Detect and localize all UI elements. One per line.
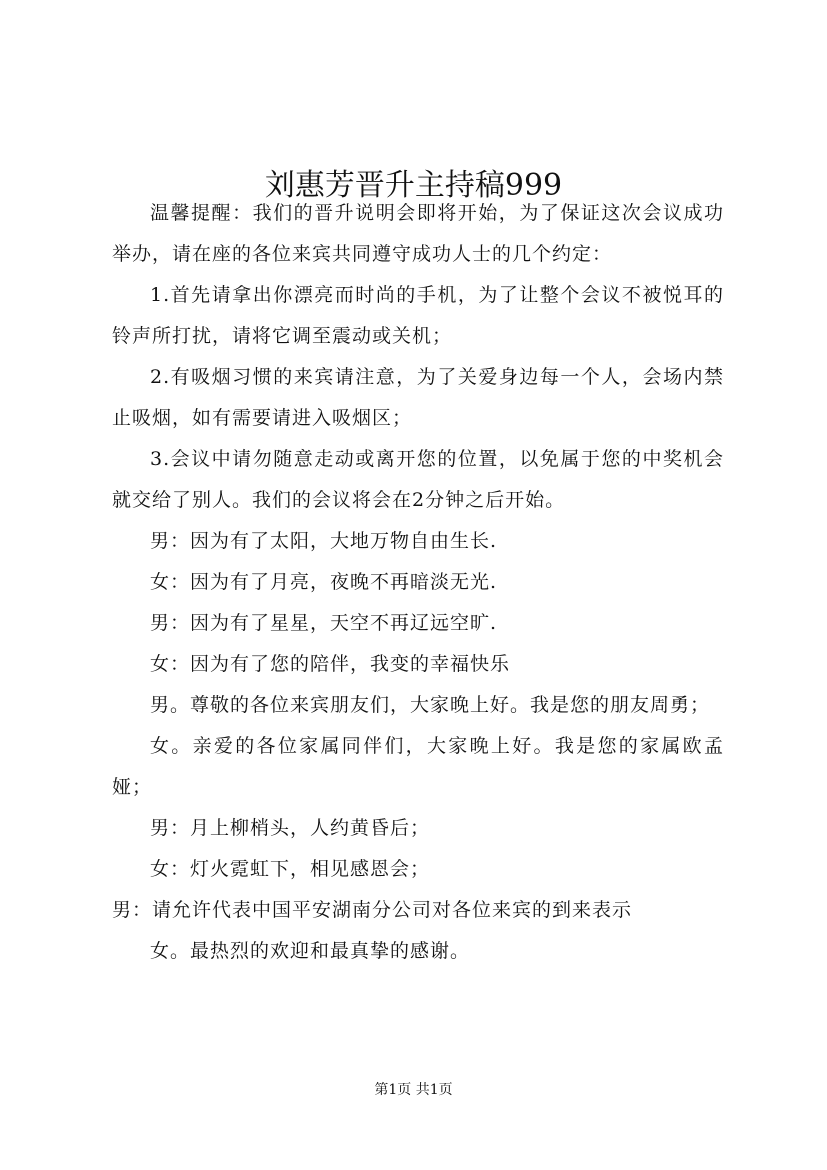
paragraph-line: 男：因为有了星星，天空不再辽远空旷. bbox=[150, 612, 498, 634]
paragraph-rule-1: 1.首先请拿出你漂亮而时尚的手机，为了让整个会议不被悦耳的铃声所打扰，请将它调至震动或关机； bbox=[112, 284, 724, 347]
document-title: 刘惠芳晋升主持稿999 bbox=[264, 168, 563, 204]
paragraph-line: 男：请允许代表中国平安湖南分公司对各位来宾的到来表示 bbox=[112, 899, 633, 921]
document-body bbox=[112, 193, 724, 972]
paragraph-line: 男：月上柳梢头，人约黄昏后； bbox=[150, 817, 431, 839]
paragraph-line: 女。亲爱的各位家属同伴们，大家晚上好。我是您的家属欧孟娅； bbox=[112, 735, 724, 798]
paragraph-line: 女：灯火霓虹下，相见感恩会； bbox=[150, 858, 431, 880]
paragraph-reminder: 温馨提醒：我们的晋升说明会即将开始，为了保证这次会议成功举办，请在座的各位来宾共同遵守成功人士的几个约定： bbox=[112, 202, 724, 265]
paragraph-rule-2: 2.有吸烟习惯的来宾请注意，为了关爱身边每一个人，会场内禁止吸烟，如有需要请进入吸烟区； bbox=[112, 366, 724, 429]
paragraph-rule-3: 3.会议中请勿随意走动或离开您的位置，以免属于您的中奖机会就交给了别人。我们的会议将会在2分钟之后开始。 bbox=[112, 448, 724, 511]
paragraph-line: 女。最热烈的欢迎和最真挚的感谢。 bbox=[150, 940, 471, 962]
paragraph-line: 女：因为有了您的陪伴，我变的幸福快乐 bbox=[150, 653, 511, 675]
paragraph-line: 女：因为有了月亮，夜晚不再暗淡无光. bbox=[150, 571, 498, 593]
paragraph-line: 男。尊敬的各位来宾朋友们，大家晚上好。我是您的朋友周勇； bbox=[150, 694, 711, 716]
page-number-footer: 第1页 共1页 bbox=[374, 1082, 453, 1098]
paragraph-line: 男：因为有了太阳，大地万物自由生长. bbox=[150, 530, 498, 552]
